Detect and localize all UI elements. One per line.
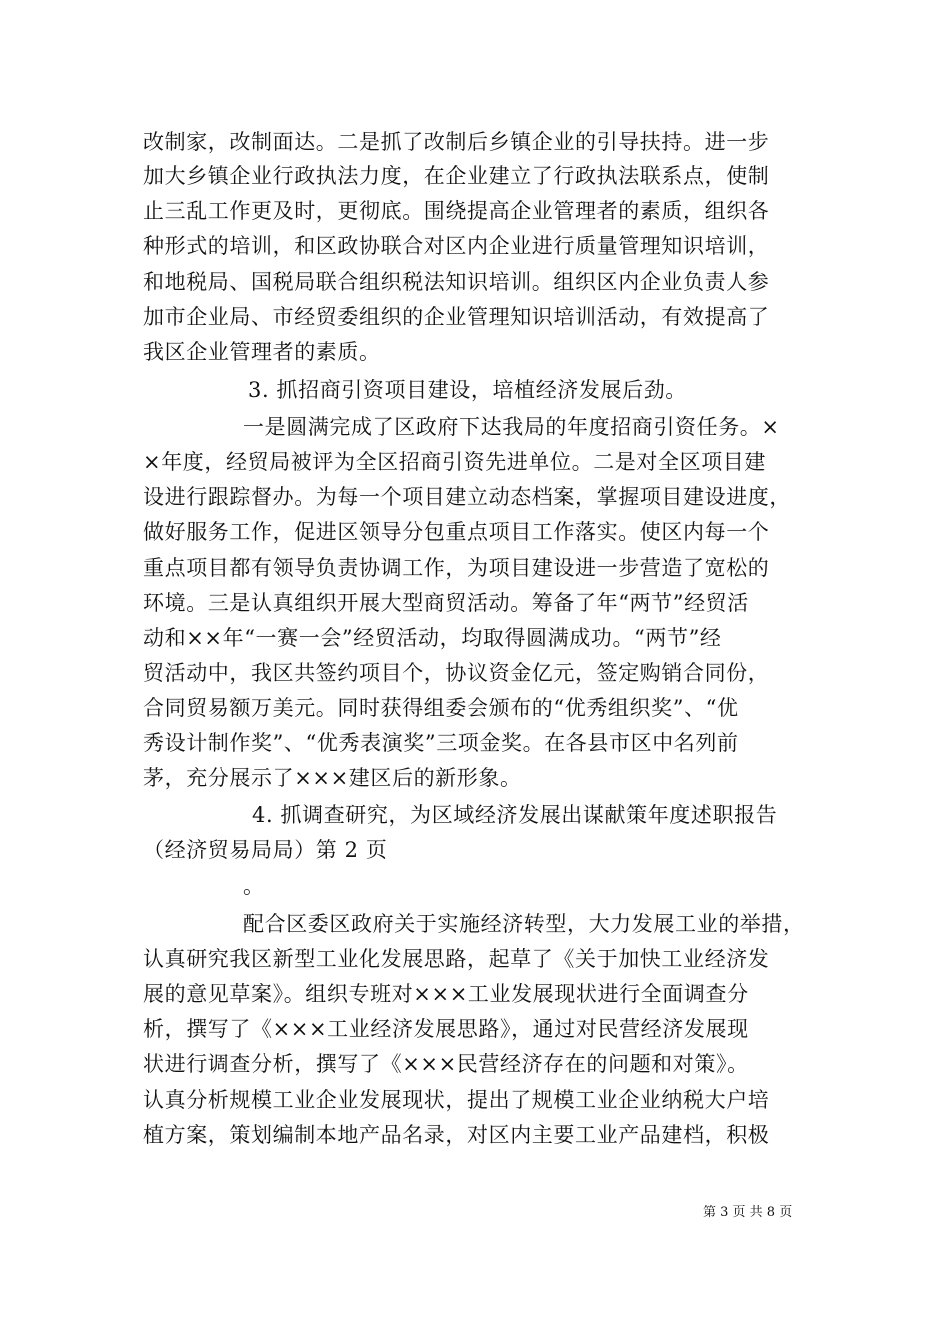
text-line: 重点项目都有领导负责协调工作，为项目建设进一步营造了宽松的 xyxy=(143,556,770,580)
text-line: 茅，充分展示了×××建区后的新形象。 xyxy=(143,766,522,790)
text-line: 贸活动中，我区共签约项目个，协议资金亿元，签定购销合同份， xyxy=(143,661,770,685)
page-footer: 第 3 页 共 8 页 xyxy=(703,1205,793,1220)
text-line: 加大乡镇企业行政执法力度，在企业建立了行政执法联系点，使制 xyxy=(143,164,770,188)
text-line: 环境。三是认真组织开展大型商贸活动。筹备了年“两节”经贸活 xyxy=(143,591,749,615)
text-line: 3. 抓招商引资项目建设，培植经济发展后劲。 xyxy=(248,378,687,402)
text-line: 种形式的培训，和区政协联合对区内企业进行质量管理知识培训， xyxy=(143,234,770,258)
text-line: 析，撰写了《×××工业经济发展思路》，通过对民营经济发展现 xyxy=(143,1017,749,1041)
text-line: 加市企业局、市经贸委组织的企业管理知识培训活动，有效提高了 xyxy=(143,305,770,329)
text-line: 植方案，策划编制本地产品名录，对区内主要工业产品建档，积极 xyxy=(143,1123,770,1147)
text-line: 合同贸易额万美元。同时获得组委会颁布的“优秀组织奖”、“优 xyxy=(143,696,739,720)
text-line: 认真研究我区新型工业化发展思路，起草了《关于加快工业经济发 xyxy=(143,947,770,971)
text-line: （经济贸易局局）第 2 页 xyxy=(143,838,388,862)
text-line: 4. 抓调查研究，为区域经济发展出谋献策年度述职报告 xyxy=(252,803,778,827)
text-line: 展的意见草案》。组织专班对×××工业发展现状进行全面调查分 xyxy=(143,982,749,1006)
text-line: 秀设计制作奖”、“优秀表演奖”三项金奖。在各县市区中名列前 xyxy=(143,731,739,755)
text-line: 动和××年“一赛一会”经贸活动，均取得圆满成功。“两节”经 xyxy=(143,626,722,650)
text-line: ×年度，经贸局被评为全区招商引资先进单位。二是对全区项目建 xyxy=(143,450,766,474)
text-line: 我区企业管理者的素质。 xyxy=(143,340,381,364)
text-line: 一是圆满完成了区政府下达我局的年度招商引资任务。× xyxy=(243,415,780,439)
text-line: 。 xyxy=(243,874,265,898)
text-line: 和地税局、国税局联合组织税法知识培训。组织区内企业负责人参 xyxy=(143,270,770,294)
text-line: 认真分析规模工业企业发展现状，提出了规模工业企业纳税大户培 xyxy=(143,1088,770,1112)
text-line: 改制家，改制面达。二是抓了改制后乡镇企业的引导扶持。进一步 xyxy=(143,130,770,154)
text-line: 设进行跟踪督办。为每一个项目建立动态档案，掌握项目建设进度， xyxy=(143,485,791,509)
text-line: 状进行调查分析，撰写了《×××民营经济存在的问题和对策》。 xyxy=(143,1052,749,1076)
text-line: 止三乱工作更及时，更彻底。围绕提高企业管理者的素质，组织各 xyxy=(143,199,770,223)
text-line: 配合区委区政府关于实施经济转型，大力发展工业的举措， xyxy=(243,912,805,936)
text-line: 做好服务工作，促进区领导分包重点项目工作落实。使区内每一个 xyxy=(143,520,770,544)
